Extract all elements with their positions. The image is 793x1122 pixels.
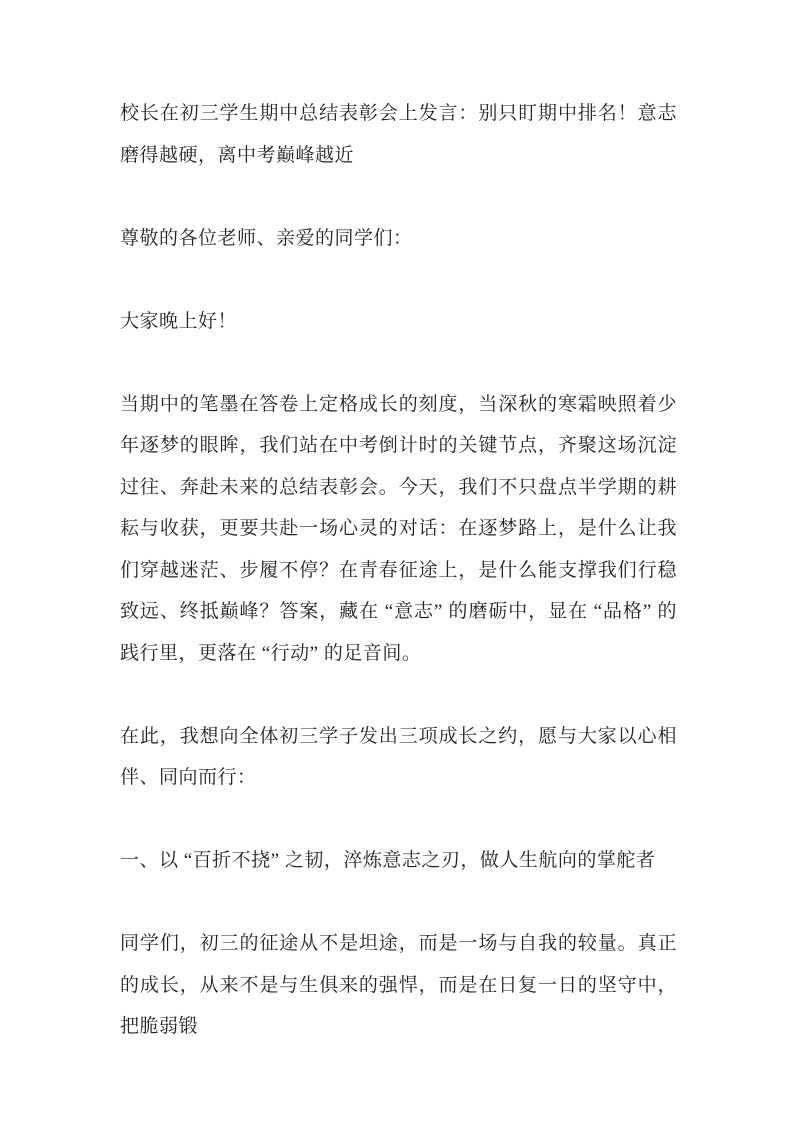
paragraph-body-intro: 当期中的笔墨在答卷上定格成长的刻度，当深秋的寒霜映照着少年逐梦的眼眸，我们站在中考倒计时的关键节点，齐聚这场沉淀过往、奔赴未来的总结表彰会。今天，我们不只盘点半学期的耕耘与收获，更要共赴一场心灵的对话：在逐梦路上，是什么让我们穿越迷茫、步履不停？在青春征途上，是什么能支撑我们行稳致远、终抵巅峰？答案，藏在 “意志” 的磨砺中，显在 “品格” 的践行里，更落在 “行动” 的足音间。 xyxy=(120,393,677,664)
paragraph-three-commitments-intro: 在此，我想向全体初三学子发出三项成长之约，愿与大家以心相伴、同向而行： xyxy=(120,725,677,788)
paragraph-salutation: 尊敬的各位老师、亲爱的同学们： xyxy=(120,227,413,249)
paragraph-section-1-body: 同学们，初三的征途从不是坦途，而是一场与自我的较量。真正的成长，从来不是与生俱来的强悍，而是在日复一日的坚守中，把脆弱锻 xyxy=(120,933,677,1037)
paragraph-greeting: 大家晚上好！ xyxy=(120,310,238,332)
paragraph-section-1-heading: 一、以 “百折不挠” 之韧，淬炼意志之刃，做人生航向的掌舵者 xyxy=(120,850,656,871)
document-title: 校长在初三学生期中总结表彰会上发言：别只盯期中排名！意志磨得越硬，离中考巅峰越近 xyxy=(120,103,677,166)
document-body xyxy=(120,93,677,1048)
